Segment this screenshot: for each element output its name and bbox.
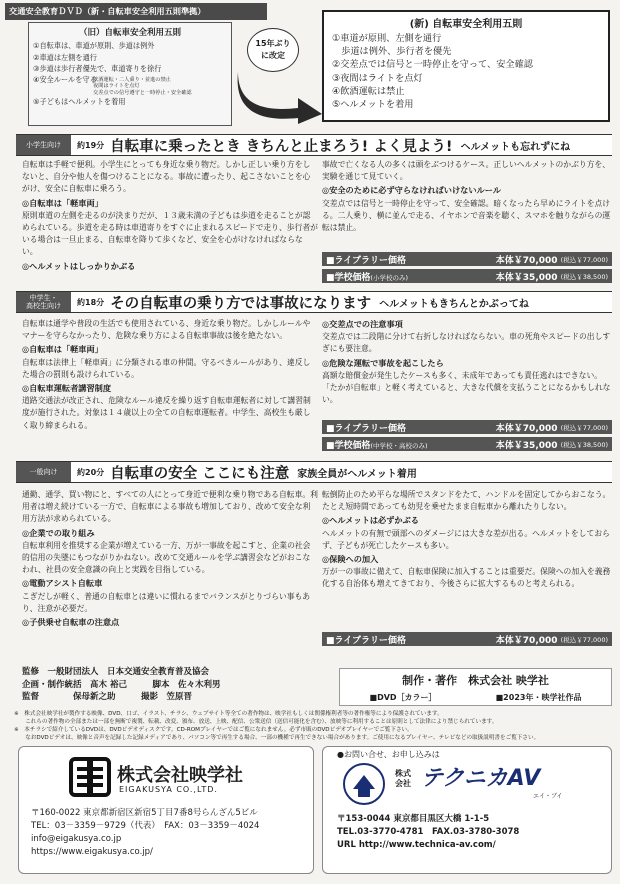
distributor-contact xyxy=(322,746,612,874)
old-rules-box xyxy=(28,22,232,126)
production-credit: 制作・著作 株式会社 映学社 xyxy=(402,674,549,687)
subheading: ◎安全のために必ず守らなければいけないルール xyxy=(322,185,501,196)
new-rule-item: ⑤ヘルメットを着用 xyxy=(332,99,414,111)
new-rule-item: 歩道は例外、歩行者を優先 xyxy=(332,46,452,58)
price-name: ■ライブラリー価格 xyxy=(326,255,406,266)
old-rule-sub: 夜間はライトを点灯 xyxy=(93,83,140,90)
bubble-line: 15年ぶり xyxy=(255,39,291,48)
subheading: ◎自転車は「軽車両」 xyxy=(22,344,103,355)
body-text: 事故で亡くなる人の多くは頭をぶつけるケース。正しいヘルメットのかぶり方を、実験を通じて見ていく。 xyxy=(322,160,611,182)
price-note: (中学校・高校のみ) xyxy=(370,441,428,450)
price-tax: (税込￥38,500) xyxy=(560,440,608,449)
price-row xyxy=(322,632,612,646)
section-secondary-left xyxy=(22,318,318,433)
price-name: ■ライブラリー価格 xyxy=(326,423,406,434)
price-list xyxy=(322,632,612,649)
section-title: 自転車に乗ったとき きちんと止まろう! よく見よう! xyxy=(110,138,453,155)
address: 〒153-0044 東京都目黒区大橋 1-1-5 xyxy=(337,814,490,824)
subheading: ◎ヘルメットは必ずかぶる xyxy=(322,515,419,526)
body-text: 転倒防止のため平らな場所でスタンドをたて、ハンドルを固定してからおこなう。たとえ短時間であっても幼児を乗せたまま自転車から離れたりしない。 xyxy=(322,490,611,512)
technica-brand: テクニカAV xyxy=(421,766,541,791)
price-tax: (税込￥38,500) xyxy=(560,272,608,281)
audience-tag: 小学生向け xyxy=(16,135,71,155)
price-row xyxy=(322,269,612,283)
company-name: 株式会社映学社 xyxy=(117,765,243,786)
body-text: こぎだしが軽く、普通の自転車とは違いに慣れるまでバランスがとりづらい事もあり、注意が必要だ。 xyxy=(22,591,311,613)
inquiry-label: ●お問い合せ、お申し込みは xyxy=(337,750,440,759)
bubble-line: に改定 xyxy=(261,51,285,60)
price-base: 本体￥70,000 xyxy=(495,635,558,646)
section-elementary-left xyxy=(22,159,318,273)
old-rule-sub: 飲酒運転・二人乗り・並進の禁止 xyxy=(93,76,171,83)
price-tax: (税込￥77,000) xyxy=(560,423,608,432)
price-tax: (税込￥77,000) xyxy=(560,635,608,644)
new-rule-item: ③夜間はライトを点灯 xyxy=(332,72,423,84)
company-type: 株式会社 xyxy=(395,769,411,788)
price-row xyxy=(322,420,612,434)
section-general-right xyxy=(322,489,612,592)
production-year: ■2023年・映学社作品 xyxy=(495,693,582,702)
body-text: ヘルメットの有無で頭部へのダメージには大きな差が出る。ヘルメットをしておらず、子どもが死亡したケースも多い。 xyxy=(322,528,610,550)
credits xyxy=(22,666,332,704)
arrow-right-icon xyxy=(232,64,324,124)
price-tax: (税込￥77,000) xyxy=(560,255,608,264)
subheading: ◎企業での取り組み xyxy=(22,527,95,538)
price-base: 本体￥70,000 xyxy=(495,255,558,266)
section-title: その自転車の乗り方では事故になります xyxy=(110,295,372,312)
audience-tag: 一般向け xyxy=(16,462,71,482)
section-subtitle: ヘルメットも忘れずにね xyxy=(460,141,571,153)
runtime: 約18分 xyxy=(77,297,105,307)
new-rule-item: ①車道が原則、左側を通行 xyxy=(332,33,442,44)
note-line: ※ 株式会社映学社が製作する映像、DVD、口ゴ、イラスト、チラシ、ウェブサイト等全ての著作物は、映学社もしくは関係権利者等の著作権等により保護されています。 xyxy=(14,711,443,717)
old-rules-title: （旧）自転車安全利用五則 xyxy=(78,28,181,38)
subheading: ◎交差点での注意事項 xyxy=(322,319,403,329)
section-band-secondary xyxy=(16,291,612,313)
website-link[interactable]: https://www.eigakusya.co.jp/ xyxy=(31,847,153,857)
body-text: 原則車道の左側を走るのが決まりだが、１３歳未満の子どもは歩道を走ることが認められている。歩道を走る時は車道寄りをすぐに止まれるスピードで走り、歩行者がいる場合は一旦止まる、自転車を降りて歩くなど、安全を心がけなければならない。 xyxy=(22,210,318,257)
credit-line: 企画・制作統括 髙木 裕己 脚本 佐々木利男 xyxy=(22,679,221,690)
new-rules-title: (新) 自転車安全利用五則 xyxy=(409,19,523,30)
dvd-format: ■DVD［カラー］ xyxy=(369,693,437,702)
body-text: 自転車は手軽で便利。小学生にとっても身近な乗り物だ。しかし正しい乗り方をしないと、自分や他人を傷つけることになる。事故に遭ったり、起こさないことを心がけ、安全に自転車に乗ろう。 xyxy=(22,160,311,194)
price-name: ■ライブラリー価格 xyxy=(326,635,406,646)
production-box xyxy=(339,668,612,706)
price-base: 本体￥70,000 xyxy=(495,423,558,434)
subheading: ◎自転車は「軽車両」 xyxy=(22,197,103,208)
subheading: ◎子供乗せ自転車の注意点 xyxy=(22,617,120,628)
section-elementary-right xyxy=(322,159,612,235)
website-link[interactable]: URL http://www.technica-av.com/ xyxy=(337,840,496,850)
section-title: 自転車の安全 ここにも注意 xyxy=(110,465,290,482)
old-rule-item: ①自転車は、車道が原則、歩道は例外 xyxy=(33,41,155,50)
section-general-left xyxy=(22,489,318,629)
phone-fax: TEL：03－3359－9729（代表） FAX：03－3359－4024 xyxy=(31,821,260,831)
section-band-elementary xyxy=(16,134,612,156)
credit-line: 監修 一般財団法人 日本交通安全教育普及協会 xyxy=(22,667,210,677)
price-name: ■学校価格 xyxy=(326,440,371,451)
note-line: ※ 本チラシで紹介しているDVDは、DVDビデオディスクです。CD-ROMプレイヤーではご覧になれません。必ず市販のDVDビデオプレイヤーでご覧下さい。 xyxy=(14,727,413,733)
body-text: 道路交通法が改正され、危険なルール違反を繰り返す自転車運転者に対して講習制度が施行された。対象は１４歳以上の全ての自転車運転者。中学生、高校生も厳しく取り締まられる。 xyxy=(22,396,311,430)
price-row xyxy=(322,252,612,266)
email-link[interactable]: info@eigakusya.co.jp xyxy=(31,834,122,844)
section-band-general xyxy=(16,461,612,483)
new-rule-item: ④飲酒運転は禁止 xyxy=(332,85,405,97)
price-base: 本体￥35,000 xyxy=(495,272,558,283)
publisher-contact xyxy=(18,746,314,874)
runtime: 約20分 xyxy=(77,467,105,477)
old-rule-item: ③歩道は歩行者優先で、車道寄りを徐行 xyxy=(33,64,162,74)
address: 〒160-0022 東京都新宿区新宿5丁目7番8号らんざん5ビル xyxy=(31,808,258,818)
new-rule-item: ②交差点では信号と一時停止を守って、安全確認 xyxy=(332,59,533,71)
old-rule-sub: 交差点での信号遵守と一時停止・安全確認 xyxy=(93,89,192,96)
price-row xyxy=(322,437,612,451)
brand-reading: エイ・ブイ xyxy=(533,793,563,800)
audience-tag: 中学生・ 高校生向け xyxy=(16,292,71,312)
technica-seal-icon xyxy=(341,761,387,807)
body-text: 自転車は法律上「軽車両」に分類される車の仲間。守るべきルールがあり、違反した場合の罰則も設けられている。 xyxy=(22,357,311,379)
note-line: なおDVDビデオは、映像と音声を記録した記録メディアであり、パソコン等で再生する場合、一部の機種で再生できない場合があります。ご使用になるプレイヤー、テレビなどの取扱説明書をご覧下さい。 xyxy=(14,735,540,741)
body-text: 万が一の事故に備えて、自転車保険に加入することは重要だ。保険への加入を義務化する自治体も増えてきており、今後さらに拡大するものと考えられる。 xyxy=(322,567,611,589)
company-romaji: EIGAKUSYA CO.,LTD. xyxy=(119,785,218,794)
eigakusya-logo-icon xyxy=(67,755,113,799)
phone-fax: TEL.03-3770-4781 FAX.03-3780-3078 xyxy=(337,827,520,837)
copyright-notes xyxy=(14,710,612,742)
old-rule-item: ④安全ルールを守る xyxy=(33,74,97,84)
dvd-series-title: 交通安全教育ＤＶＤ（新・自転車安全利用五則準拠） xyxy=(5,3,267,20)
body-text: 高額な賠償金が発生したケースも多く、未成年であっても責任逃れはできない。「たかが自転車」と軽く考えていると、大きな代償を支払うことになるかもしれない。 xyxy=(322,370,611,405)
new-rules-box xyxy=(322,10,610,122)
body-text: 自転車利用を推奨する企業が増えている一方、万が一事故を起こすと、企業の社会的信用の失墜にもつながりかねない。改めて交通ルールを学ぶ講習会などがおこなわれ、社員の安全意識の向上と実践を目指している。 xyxy=(22,540,311,575)
price-list xyxy=(322,420,612,454)
runtime: 約19分 xyxy=(77,140,105,150)
body-text: 交差点では信号と一時停止を守って、安全確認。暗くなったら早めにライトを点ける。二人乗り、横に並んで走る、イヤホンで音楽を聴く、スマホを触りながらの運転は禁止。 xyxy=(322,198,611,233)
subheading: ◎保険への加入 xyxy=(322,554,379,565)
body-text: 自転車は通学や普段の生活でも使用されている、身近な乗り物だ。しかしルールやマナーを守らなかったり、危険な乗り方による自転車事故は後を絶たない。 xyxy=(22,319,311,341)
body-text: 交差点では二段階に分けて右折しなければならない。車の死角やスピードの出しすぎにも要注意。 xyxy=(322,332,611,354)
price-name: ■学校価格 xyxy=(326,272,371,283)
subheading: ◎ヘルメットはしっかりかぶる xyxy=(22,260,136,271)
price-list xyxy=(322,252,612,286)
subheading: ◎自転車運転者講習制度 xyxy=(22,383,112,394)
credit-line: 監督 保母新之助 撮影 笠原晋 xyxy=(22,692,193,702)
price-base: 本体￥35,000 xyxy=(495,440,558,451)
subheading: ◎電動アシスト自転車 xyxy=(22,578,103,589)
note-line: これらの著作物の全部または一部を無断で複製、転載、改変、頒布、放送、上映、配信、公衆送信（送信可能化を含む）、放映等に利用することは原則として法律により禁じられています。 xyxy=(14,719,498,725)
subheading: ◎危険な運転で事故を起こしたら xyxy=(322,357,444,368)
old-rule-item: ②車道は左側を通行 xyxy=(33,52,97,62)
section-subtitle: ヘルメットもきちんとかぶってね xyxy=(379,298,529,310)
section-subtitle: 家族全員がヘルメット着用 xyxy=(297,468,417,480)
section-secondary-right xyxy=(322,318,612,407)
price-note: (小学校のみ) xyxy=(370,273,409,282)
old-rule-item: ⑤子どもはヘルメットを着用 xyxy=(33,97,126,106)
body-text: 通勤、通学、買い物にと、すべての人にとって身近で便利な乗り物である自転車。利用者は増え続けている一方で、自転車による事故も増加しており、改めて安全な利用方法が求められている。 xyxy=(22,490,318,524)
